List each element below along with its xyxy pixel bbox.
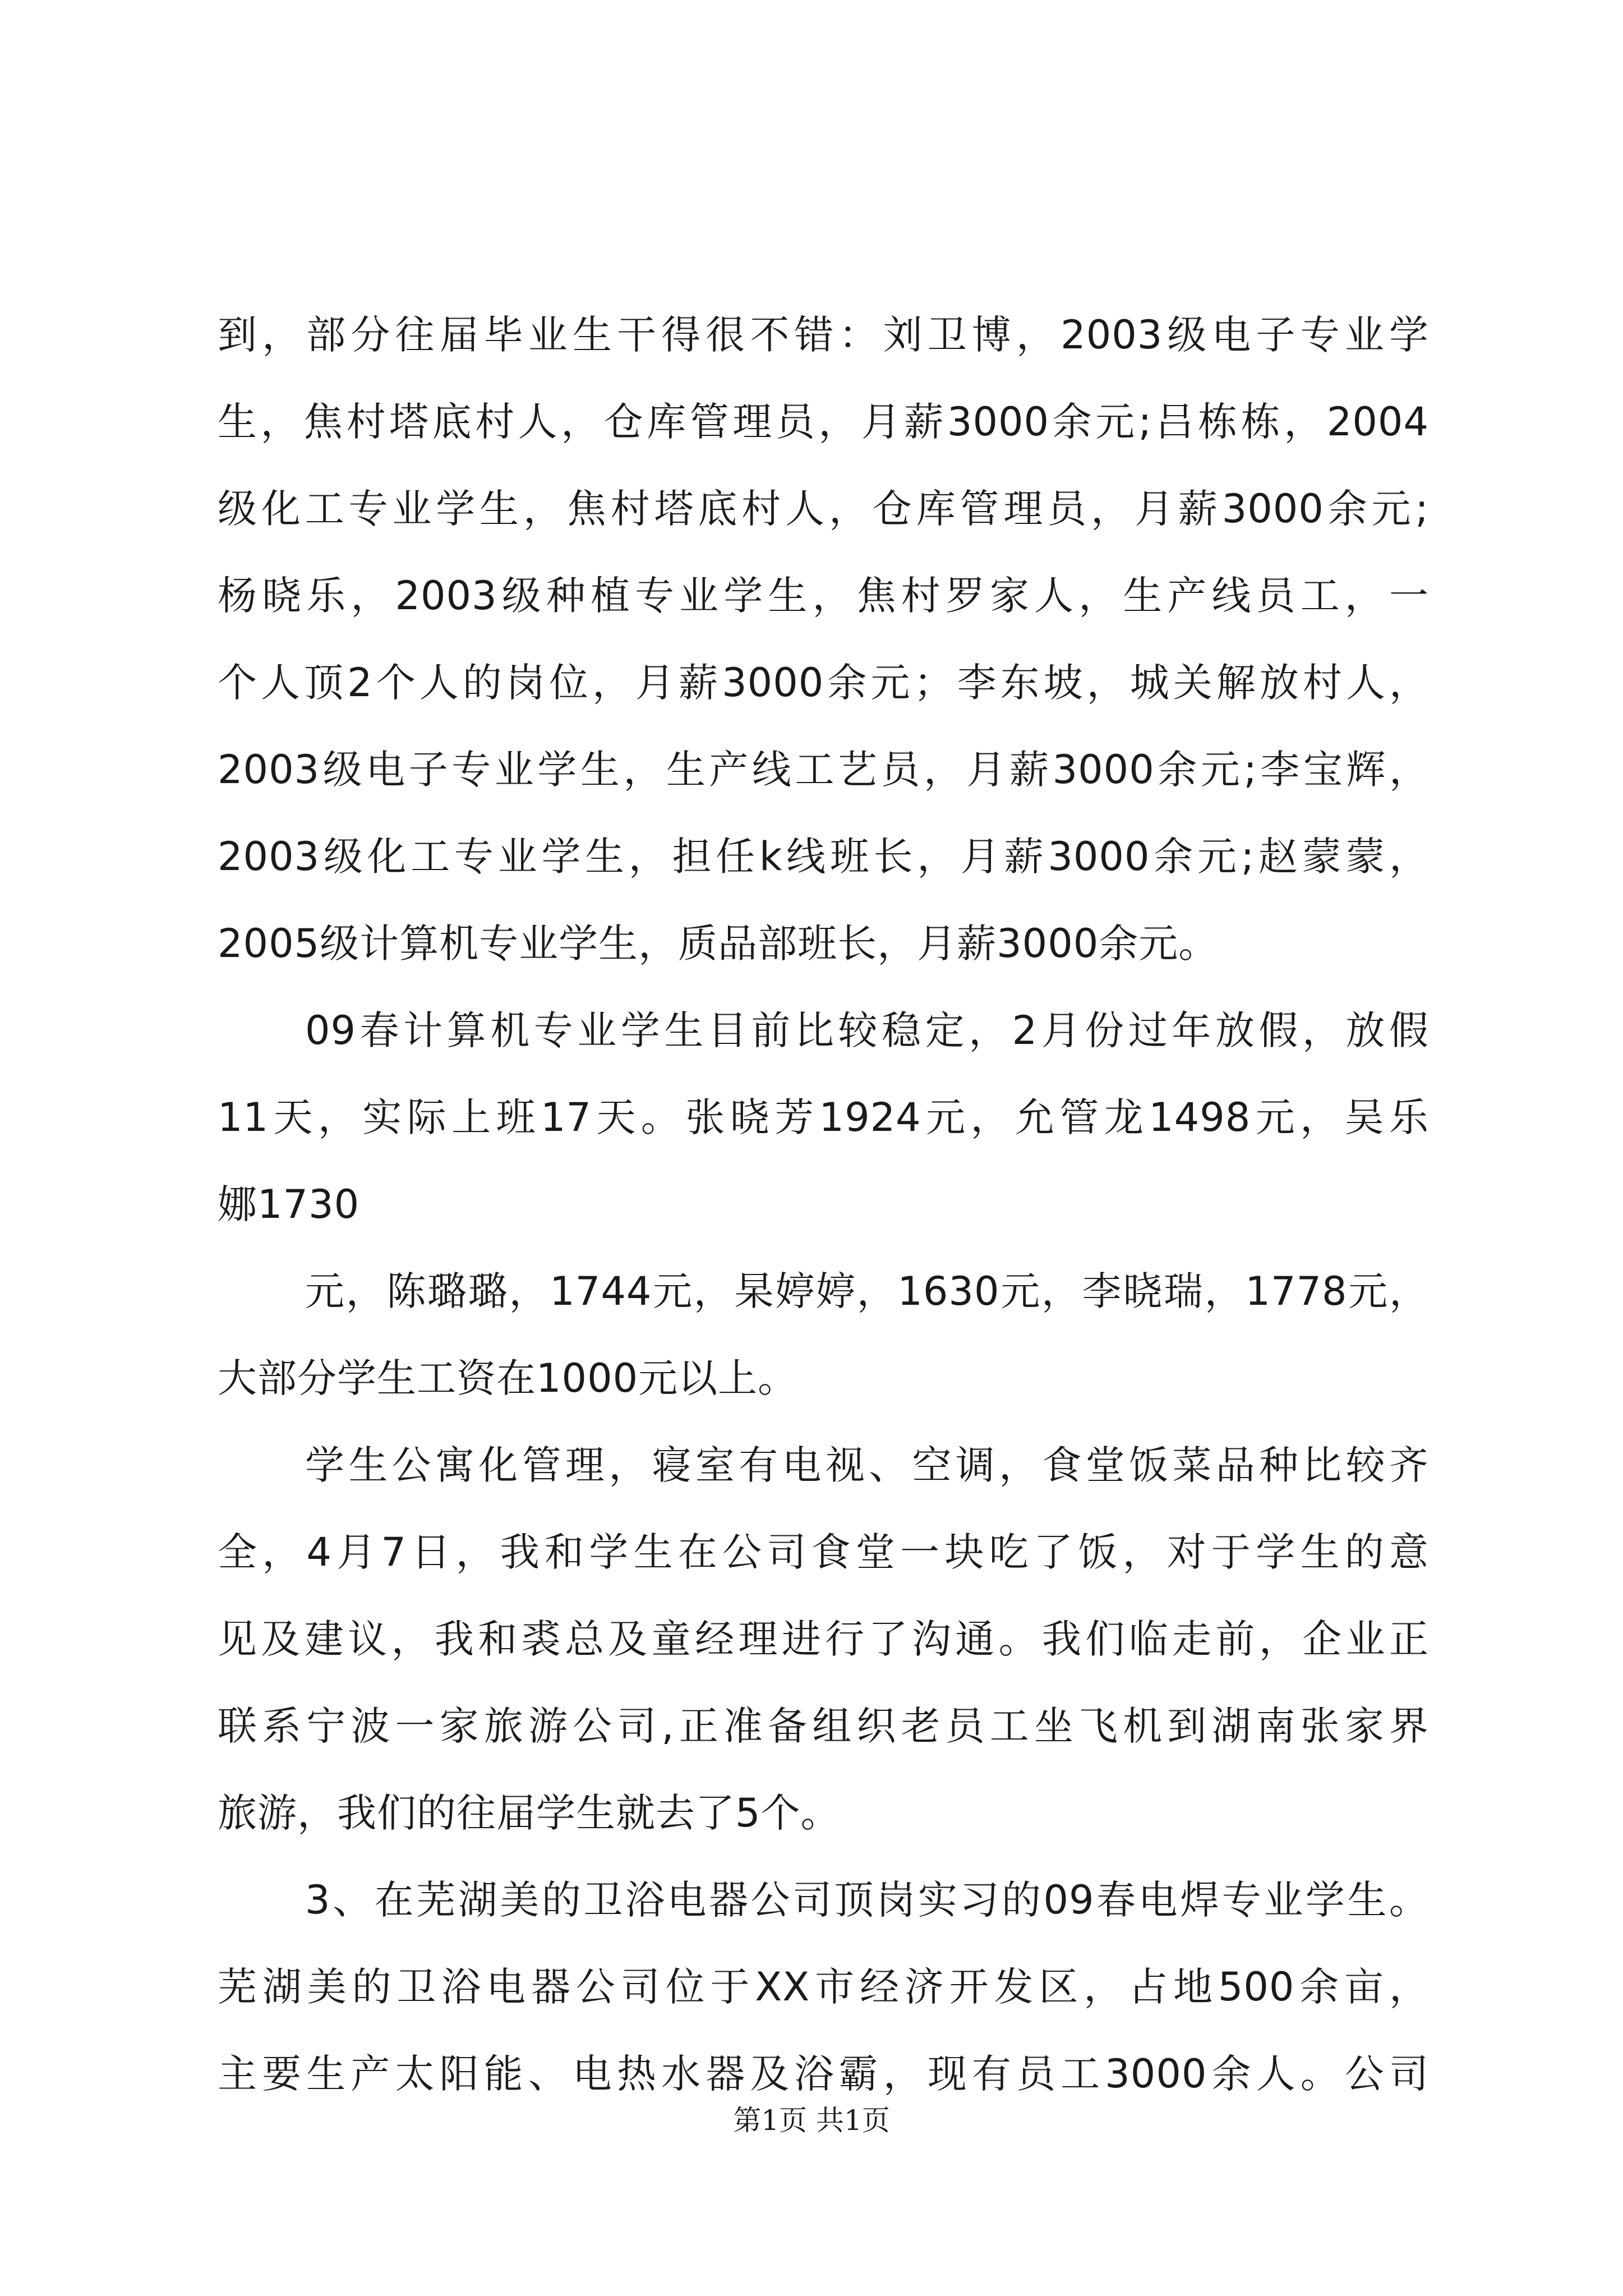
text-line: 联系宁波一家旅游公司,正准备组织老员工坐飞机到湖南张家界 xyxy=(218,1703,1429,1749)
text-line: 大部分学生工资在1000元以上。 xyxy=(218,1355,798,1401)
text-line: 元，陈璐璐，1744元，杲婷婷，1630元，李晓瑞，1778元， xyxy=(305,1268,1429,1314)
text-line: 3、在芜湖美的卫浴电器公司顶岗实习的09春电焊专业学生。 xyxy=(305,1877,1429,1923)
body-text xyxy=(218,292,1429,2118)
text-line: 娜1730 xyxy=(218,1181,360,1227)
text-line: 到，部分往届毕业生干得很不错：刘卫博，2003级电子专业学 xyxy=(218,312,1429,358)
text-line: 旅游，我们的往届学生就去了5个。 xyxy=(218,1790,841,1836)
text-line: 全，4月7日，我和学生在公司食堂一块吃了饭，对于学生的意 xyxy=(218,1529,1429,1575)
text-line: 见及建议，我和裘总及童经理进行了沟通。我们临走前，企业正 xyxy=(218,1616,1429,1662)
text-line: 2005级计算机专业学生，质品部班长，月薪3000余元。 xyxy=(218,921,1219,967)
text-line: 级化工专业学生，焦村塔底村人，仓库管理员，月薪3000余元; xyxy=(218,486,1429,532)
text-line: 生，焦村塔底村人，仓库管理员，月薪3000余元;吕栋栋，2004 xyxy=(218,399,1429,445)
text-line: 学生公寓化管理，寝室有电视、空调，食堂饭菜品种比较齐 xyxy=(305,1442,1429,1488)
text-line: 2003级化工专业学生，担任k线班长，月薪3000余元;赵蒙蒙， xyxy=(218,834,1429,880)
text-line: 杨晓乐，2003级种植专业学生，焦村罗家人，生产线员工，一 xyxy=(218,573,1429,619)
text-line: 个人顶2个人的岗位，月薪3000余元；李东坡，城关解放村人， xyxy=(218,660,1429,706)
text-line: 主要生产太阳能、电热水器及浴霸，现有员工3000余人。公司 xyxy=(218,2051,1429,2097)
page-footer: 第1页 共1页 xyxy=(733,2104,890,2137)
text-line: 11天，实际上班17天。张晓芳1924元，允管龙1498元，吴乐 xyxy=(218,1094,1429,1140)
text-line: 09春计算机专业学生目前比较稳定，2月份过年放假，放假 xyxy=(305,1007,1429,1053)
text-line: 2003级电子专业学生，生产线工艺员，月薪3000余元;李宝辉， xyxy=(218,747,1429,793)
text-line: 芜湖美的卫浴电器公司位于XX市经济开发区，占地500余亩， xyxy=(218,1964,1429,2010)
